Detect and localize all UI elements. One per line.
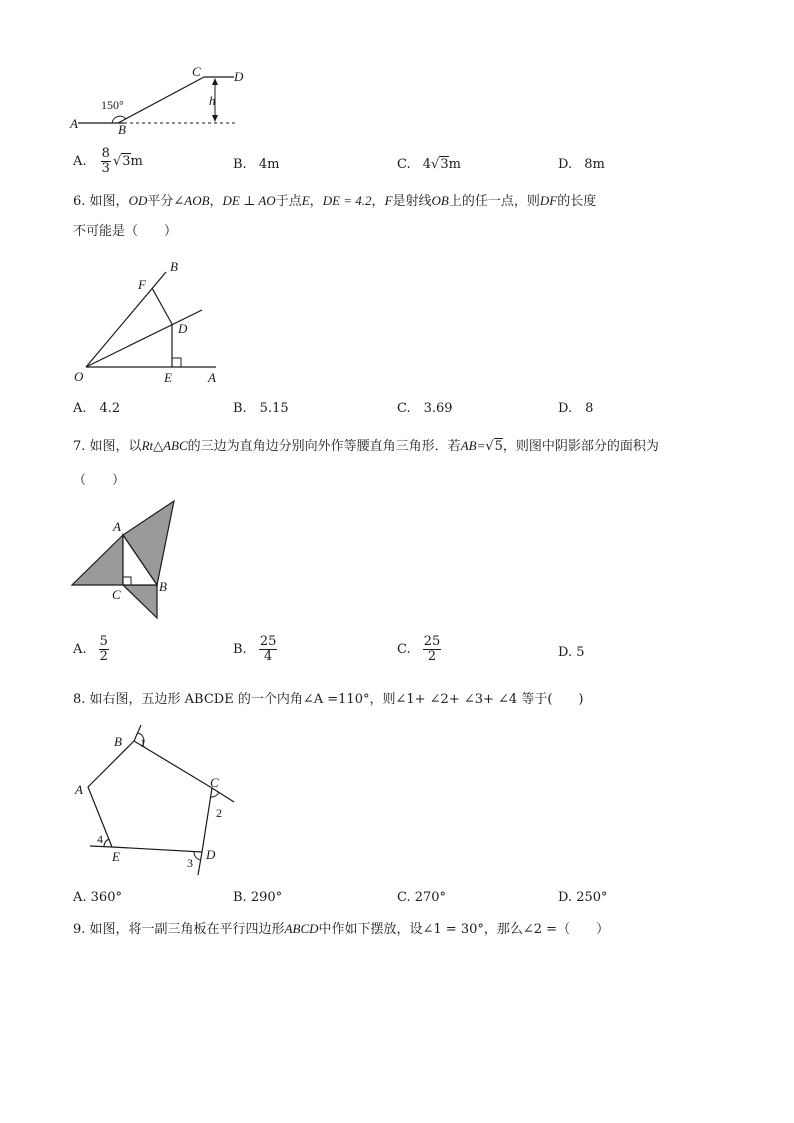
q7-option-a[interactable] bbox=[73, 635, 111, 664]
q5-option-d[interactable] bbox=[558, 157, 605, 173]
q6-option-c[interactable]: C. 3.69 bbox=[397, 401, 453, 416]
q7-option-b[interactable] bbox=[233, 635, 279, 664]
q9-s1: 如图，将一副三角板在平行四边形 bbox=[89, 922, 285, 937]
q6-s7: 是射线 bbox=[392, 194, 432, 209]
q5-option-a-letter: A. bbox=[73, 154, 87, 169]
q8-angle-1: 1 bbox=[140, 736, 146, 750]
q7-option-c[interactable] bbox=[397, 635, 443, 664]
q7-radicand: 5 bbox=[494, 439, 503, 454]
q5-option-b-value: 4m bbox=[258, 157, 280, 172]
q5-option-d-letter: D. bbox=[558, 157, 573, 172]
q6-label-b: B bbox=[170, 259, 178, 274]
q6-s4: 于点 bbox=[275, 194, 302, 209]
q6-ray-od bbox=[86, 310, 202, 367]
q5-slope-bc bbox=[118, 77, 204, 123]
q7-s3: ，则图中阴影部分的面积为 bbox=[502, 439, 659, 454]
q7-label-b: B bbox=[159, 579, 167, 594]
q7-option-d[interactable]: D. 5 bbox=[558, 645, 585, 660]
q7-shaded-left bbox=[72, 535, 123, 585]
q5-label-b: B bbox=[118, 122, 126, 137]
q8-label-e: E bbox=[112, 849, 120, 864]
q8-label-a: A bbox=[75, 782, 83, 797]
q8-ext-cd bbox=[198, 852, 202, 875]
q6-number: 6. bbox=[73, 194, 86, 209]
q6-label-f: F bbox=[138, 277, 146, 292]
q8-ext-de bbox=[90, 846, 112, 847]
q8-option-a[interactable]: A. 360° bbox=[73, 890, 122, 905]
q6-s5: ， bbox=[309, 194, 323, 209]
q6-t3: DE ⊥ AO bbox=[222, 193, 276, 208]
q5-arrow-head-bottom bbox=[212, 115, 218, 122]
q6-s3: ， bbox=[209, 194, 223, 209]
q7-shaded-bottom bbox=[123, 585, 157, 618]
q7-option-a-letter: A. bbox=[73, 642, 87, 657]
q6-option-a[interactable]: A. 4.2 bbox=[73, 401, 121, 416]
q6-t2: ∠AOB bbox=[173, 193, 210, 208]
q7-option-a-denominator: 2 bbox=[99, 649, 108, 664]
q5-option-b-letter: B. bbox=[233, 157, 247, 172]
q6-t1: OD bbox=[128, 193, 148, 208]
q5-label-h: h bbox=[209, 93, 216, 108]
q5-arrow-head-top bbox=[212, 78, 218, 85]
q5-angle-label: 150° bbox=[101, 98, 124, 112]
q5-option-d-value: 8m bbox=[584, 157, 605, 172]
q7-label-c: C bbox=[112, 587, 121, 602]
q8-option-b[interactable]: B. 290° bbox=[233, 890, 283, 905]
q5-option-a-radicand: 3 bbox=[122, 154, 131, 169]
q5-option-a-numerator: 8 bbox=[101, 146, 110, 161]
q8-option-d[interactable]: D. 250° bbox=[558, 890, 608, 905]
q8-pentagon bbox=[88, 741, 212, 852]
q7-stem-line1 bbox=[73, 438, 659, 455]
q8-arc-3 bbox=[194, 852, 201, 860]
q8-label-d: D bbox=[206, 847, 216, 862]
q9-number: 9. bbox=[73, 922, 86, 937]
q5-figure bbox=[66, 62, 266, 140]
q5-option-a[interactable] bbox=[73, 147, 143, 176]
q8-label-c: C bbox=[210, 775, 219, 790]
q5-option-c-letter: C. bbox=[397, 157, 411, 172]
q7-option-c-denominator: 2 bbox=[427, 649, 437, 664]
q8-stem: 8. 如右图，五边形 ABCDE 的一个内角∠A =110°，则∠1+ ∠2+ ∠3+ ∠4 等于( ) bbox=[73, 692, 584, 707]
q5-option-c-unit: m bbox=[448, 157, 461, 172]
q6-option-b[interactable]: B. 5.15 bbox=[233, 401, 289, 416]
q7-option-c-fraction bbox=[423, 635, 442, 664]
q9-t1: ABCD bbox=[284, 921, 319, 936]
q5-option-c[interactable] bbox=[397, 157, 461, 173]
q5-label-d: D bbox=[234, 69, 244, 84]
q6-s1: 如图， bbox=[89, 194, 129, 209]
q6-s6: ， bbox=[371, 194, 385, 209]
q6-ray-ob bbox=[86, 272, 166, 367]
q6-stem-line1 bbox=[73, 193, 596, 210]
q8-figure bbox=[66, 725, 246, 877]
q6-figure bbox=[66, 252, 236, 388]
q7-option-b-denominator: 4 bbox=[263, 649, 273, 664]
q8-arc-4 bbox=[104, 839, 109, 847]
q7-option-b-numerator: 25 bbox=[259, 634, 277, 649]
q5-option-c-radical: √3 bbox=[431, 157, 449, 172]
q6-option-d[interactable]: D. 8 bbox=[558, 401, 594, 416]
q7-radical: √5 bbox=[485, 439, 503, 454]
q7-figure bbox=[66, 495, 186, 625]
q5-option-a-unit: m bbox=[130, 154, 143, 169]
q5-option-a-denominator: 3 bbox=[101, 161, 110, 176]
q5-option-c-coef: 4 bbox=[422, 157, 432, 172]
q6-t8: DF bbox=[539, 193, 558, 208]
q5-option-a-radical: √3 bbox=[112, 154, 131, 169]
q9-stem bbox=[73, 921, 609, 938]
q7-label-a: A bbox=[113, 519, 121, 534]
q7-s2: 的三边为直角边分别向外作等腰直角三角形．若 bbox=[187, 439, 461, 454]
q8-label-b: B bbox=[114, 734, 122, 749]
q8-option-c[interactable]: C. 270° bbox=[397, 890, 447, 905]
q6-label-e: E bbox=[164, 370, 172, 385]
q5-option-c-radicand: 3 bbox=[440, 157, 449, 172]
q8-arc-2 bbox=[211, 792, 219, 797]
q5-label-a: A bbox=[70, 116, 78, 131]
q7-option-c-numerator: 25 bbox=[423, 634, 441, 649]
q8-ext-bc bbox=[212, 788, 234, 802]
q6-t5: DE = 4.2 bbox=[322, 193, 372, 208]
q6-s2: 平分 bbox=[147, 194, 174, 209]
q7-option-b-fraction bbox=[259, 635, 278, 664]
q5-label-c: C bbox=[192, 64, 201, 79]
q7-s1: 如图，以 bbox=[89, 439, 142, 454]
q7-t2: AB= bbox=[460, 438, 486, 453]
q6-segment-fd bbox=[152, 288, 172, 324]
q7-stem-line2: （ ） bbox=[73, 473, 126, 488]
q7-t1: Rt△ABC bbox=[141, 438, 188, 453]
q7-option-a-numerator: 5 bbox=[99, 634, 108, 649]
q8-angle-2: 2 bbox=[216, 806, 222, 820]
q5-option-a-fraction bbox=[101, 147, 111, 176]
q8-angle-3: 3 bbox=[187, 856, 193, 870]
q9-s2: 中作如下摆放，设∠1 = 30°，那么∠2 =（ ） bbox=[318, 922, 610, 937]
q6-right-angle-mark bbox=[172, 358, 181, 367]
q6-s8: 上的任一点，则 bbox=[448, 194, 540, 209]
q6-s9: 的长度 bbox=[557, 194, 597, 209]
q6-t6: F bbox=[384, 193, 393, 208]
q6-t7: OB bbox=[431, 193, 449, 208]
q6-stem-line2: 不可能是（ ） bbox=[73, 224, 178, 239]
q6-label-a: A bbox=[208, 370, 216, 385]
q6-t4: E bbox=[301, 193, 310, 208]
q7-option-c-letter: C. bbox=[397, 642, 411, 657]
q6-label-d: D bbox=[178, 321, 188, 336]
q7-option-b-letter: B. bbox=[233, 642, 247, 657]
q7-option-a-fraction bbox=[99, 635, 109, 664]
q8-angle-4: 4 bbox=[97, 832, 103, 846]
q7-number: 7. bbox=[73, 439, 86, 454]
q5-option-b[interactable] bbox=[233, 157, 279, 173]
q6-label-o: O bbox=[74, 369, 84, 384]
